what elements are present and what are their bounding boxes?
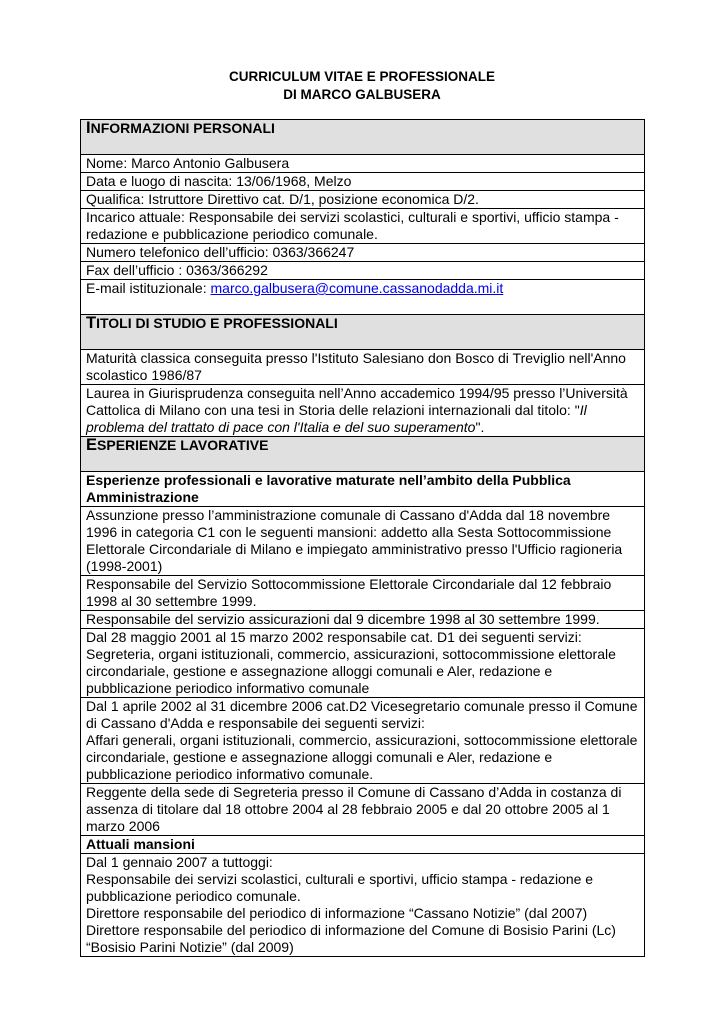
row-experience-subheading [81,472,645,507]
experience-entry-text: Dal 28 maggio 2001 al 15 marzo 2002 responsabile cat. D1 dei seguenti servizi: Segreteria, organi istituzionali, commercio, assicurazioni, sottocommissione elettorale circondariale, gestione e assegnazione alloggi comunali e Aler, redazione e pubblicazione periodico informativo comunale [81,629,645,698]
laurea-cell [81,385,645,437]
section-personal-header [81,120,645,155]
laurea-thesis: Il problema del trattato di pace con l'Italia e del suo superamento [86,402,587,435]
row-laurea [81,385,645,437]
experience-entry [81,611,645,629]
maturita-text: Maturità classica conseguita presso l'Istituto Salesiano don Bosco di Treviglio nell'Anno scolastico 1986/87 [81,350,645,385]
experience-entry [81,698,645,784]
experience-entry [81,629,645,698]
row-maturita [81,350,645,385]
email-cell [81,280,645,315]
row-nascita [81,173,645,191]
experience-subheading: Esperienze professionali e lavorative maturate nell’ambito della Pubblica Amministrazione [81,472,645,507]
experience-entry-text: Dal 1 aprile 2002 al 31 dicembre 2006 cat.D2 Vicesegretario comunale presso il Comune di Cassano d'Adda e responsabile dei seguenti servizi: [86,698,638,731]
nome-text: Nome: Marco Antonio Galbusera [81,155,645,173]
current-line: Direttore responsabile del periodico di informazione “Cassano Notizie” (dal 2007) [86,905,588,921]
row-incarico [81,209,645,244]
title-line-1: CURRICULUM VITAE E PROFESSIONALE [228,69,495,84]
current-line: Responsabile dei servizi scolastici, culturali e sportivi, ufficio stampa - redazione e pubblicazione periodico comunale. [86,871,594,904]
qualifica-text: Qualifica: Istruttore Direttivo cat. D/1, posizione economica D/2. [81,191,645,209]
experience-entry-text: Responsabile del Servizio Sottocommissione Elettorale Circondariale dal 12 febbraio 1998 al 30 settembre 1999. [81,576,645,611]
section-heading [81,315,645,350]
document-title [0,68,724,104]
experience-entry [81,784,645,836]
email-label: E-mail istituzionale: [86,280,211,296]
experience-entry [81,507,645,576]
heading-rest: ITOLI DI STUDIO E PROFESSIONALI [96,315,338,331]
experience-entry-text: Affari generali, organi istituzionali, commercio, assicurazioni, sottocommissione elettorale circondariale, gestione e assegnazione alloggi comunali e Aler, redazione e pubblicazione periodico informativo comunale. [86,732,638,782]
email-link[interactable]: marco.galbusera@comune.cassanodadda.mi.it [210,280,504,296]
current-heading: Attuali mansioni [81,836,645,854]
row-current-heading [81,836,645,854]
experience-entry-text: Assunzione presso l’amministrazione comunale di Cassano d'Adda dal 18 novembre 1996 in categoria C1 con le seguenti mansioni: addetto alla Sesta Sottocommissione Elettorale Circondariale di Milano e impiegato amministrativo presso l'Ufficio ragioneria (1998-2001) [81,507,645,576]
cv-table [80,119,645,957]
section-heading [81,120,645,155]
nascita-text: Data e luogo di nascita: 13/06/1968, Melzo [81,173,645,191]
current-line: Dal 1 gennaio 2007 a tuttoggi: [86,854,273,870]
telefono-text: Numero telefonico dell’ufficio: 0363/366247 [81,244,645,262]
experience-entry-text: Responsabile del servizio assicurazioni dal 9 dicembre 1998 al 30 settembre 1999. [81,611,645,629]
experience-entry-cell [81,698,645,784]
experience-entry-text: Reggente della sede di Segreteria presso il Comune di Cassano d’Adda in costanza di assenza di titolare dal 18 ottobre 2004 al 28 febbraio 2005 e dal 20 ottobre 2005 al 1 marzo 2006 [81,784,645,836]
row-email [81,280,645,315]
experience-entry [81,576,645,611]
section-studies-header [81,315,645,350]
row-qualifica [81,191,645,209]
heading-initial: T [86,314,97,332]
heading-initial: E [86,436,98,454]
row-fax [81,262,645,280]
fax-text: Fax dell’ufficio : 0363/366292 [81,262,645,280]
row-telefono [81,244,645,262]
heading-rest: NFORMAZIONI PERSONALI [90,120,275,136]
row-current-duties [81,854,645,957]
incarico-text: Incarico attuale: Responsabile dei servizi scolastici, culturali e sportivi, ufficio stampa - redazione e pubblicazione periodico comunale. [81,209,645,244]
current-duties-cell [81,854,645,957]
heading-rest: SPERIENZE LAVORATIVE [97,437,269,453]
heading-initial: I [86,119,91,137]
section-heading [81,437,645,472]
current-line: Direttore responsabile del periodico di informazione del Comune di Bosisio Parini (Lc) “Bosisio Parini Notizie” (dal 2009) [86,922,616,955]
laurea-suffix: ". [475,419,485,435]
row-nome [81,155,645,173]
section-experience-header [81,437,645,472]
laurea-prefix: Laurea in Giurisprudenza conseguita nell’Anno accademico 1994/95 presso l’Università Cattolica di Milano con una tesi in Storia delle relazioni internazionali dal titolo: " [86,385,628,418]
title-line-2: DI MARCO GALBUSERA [283,87,441,102]
